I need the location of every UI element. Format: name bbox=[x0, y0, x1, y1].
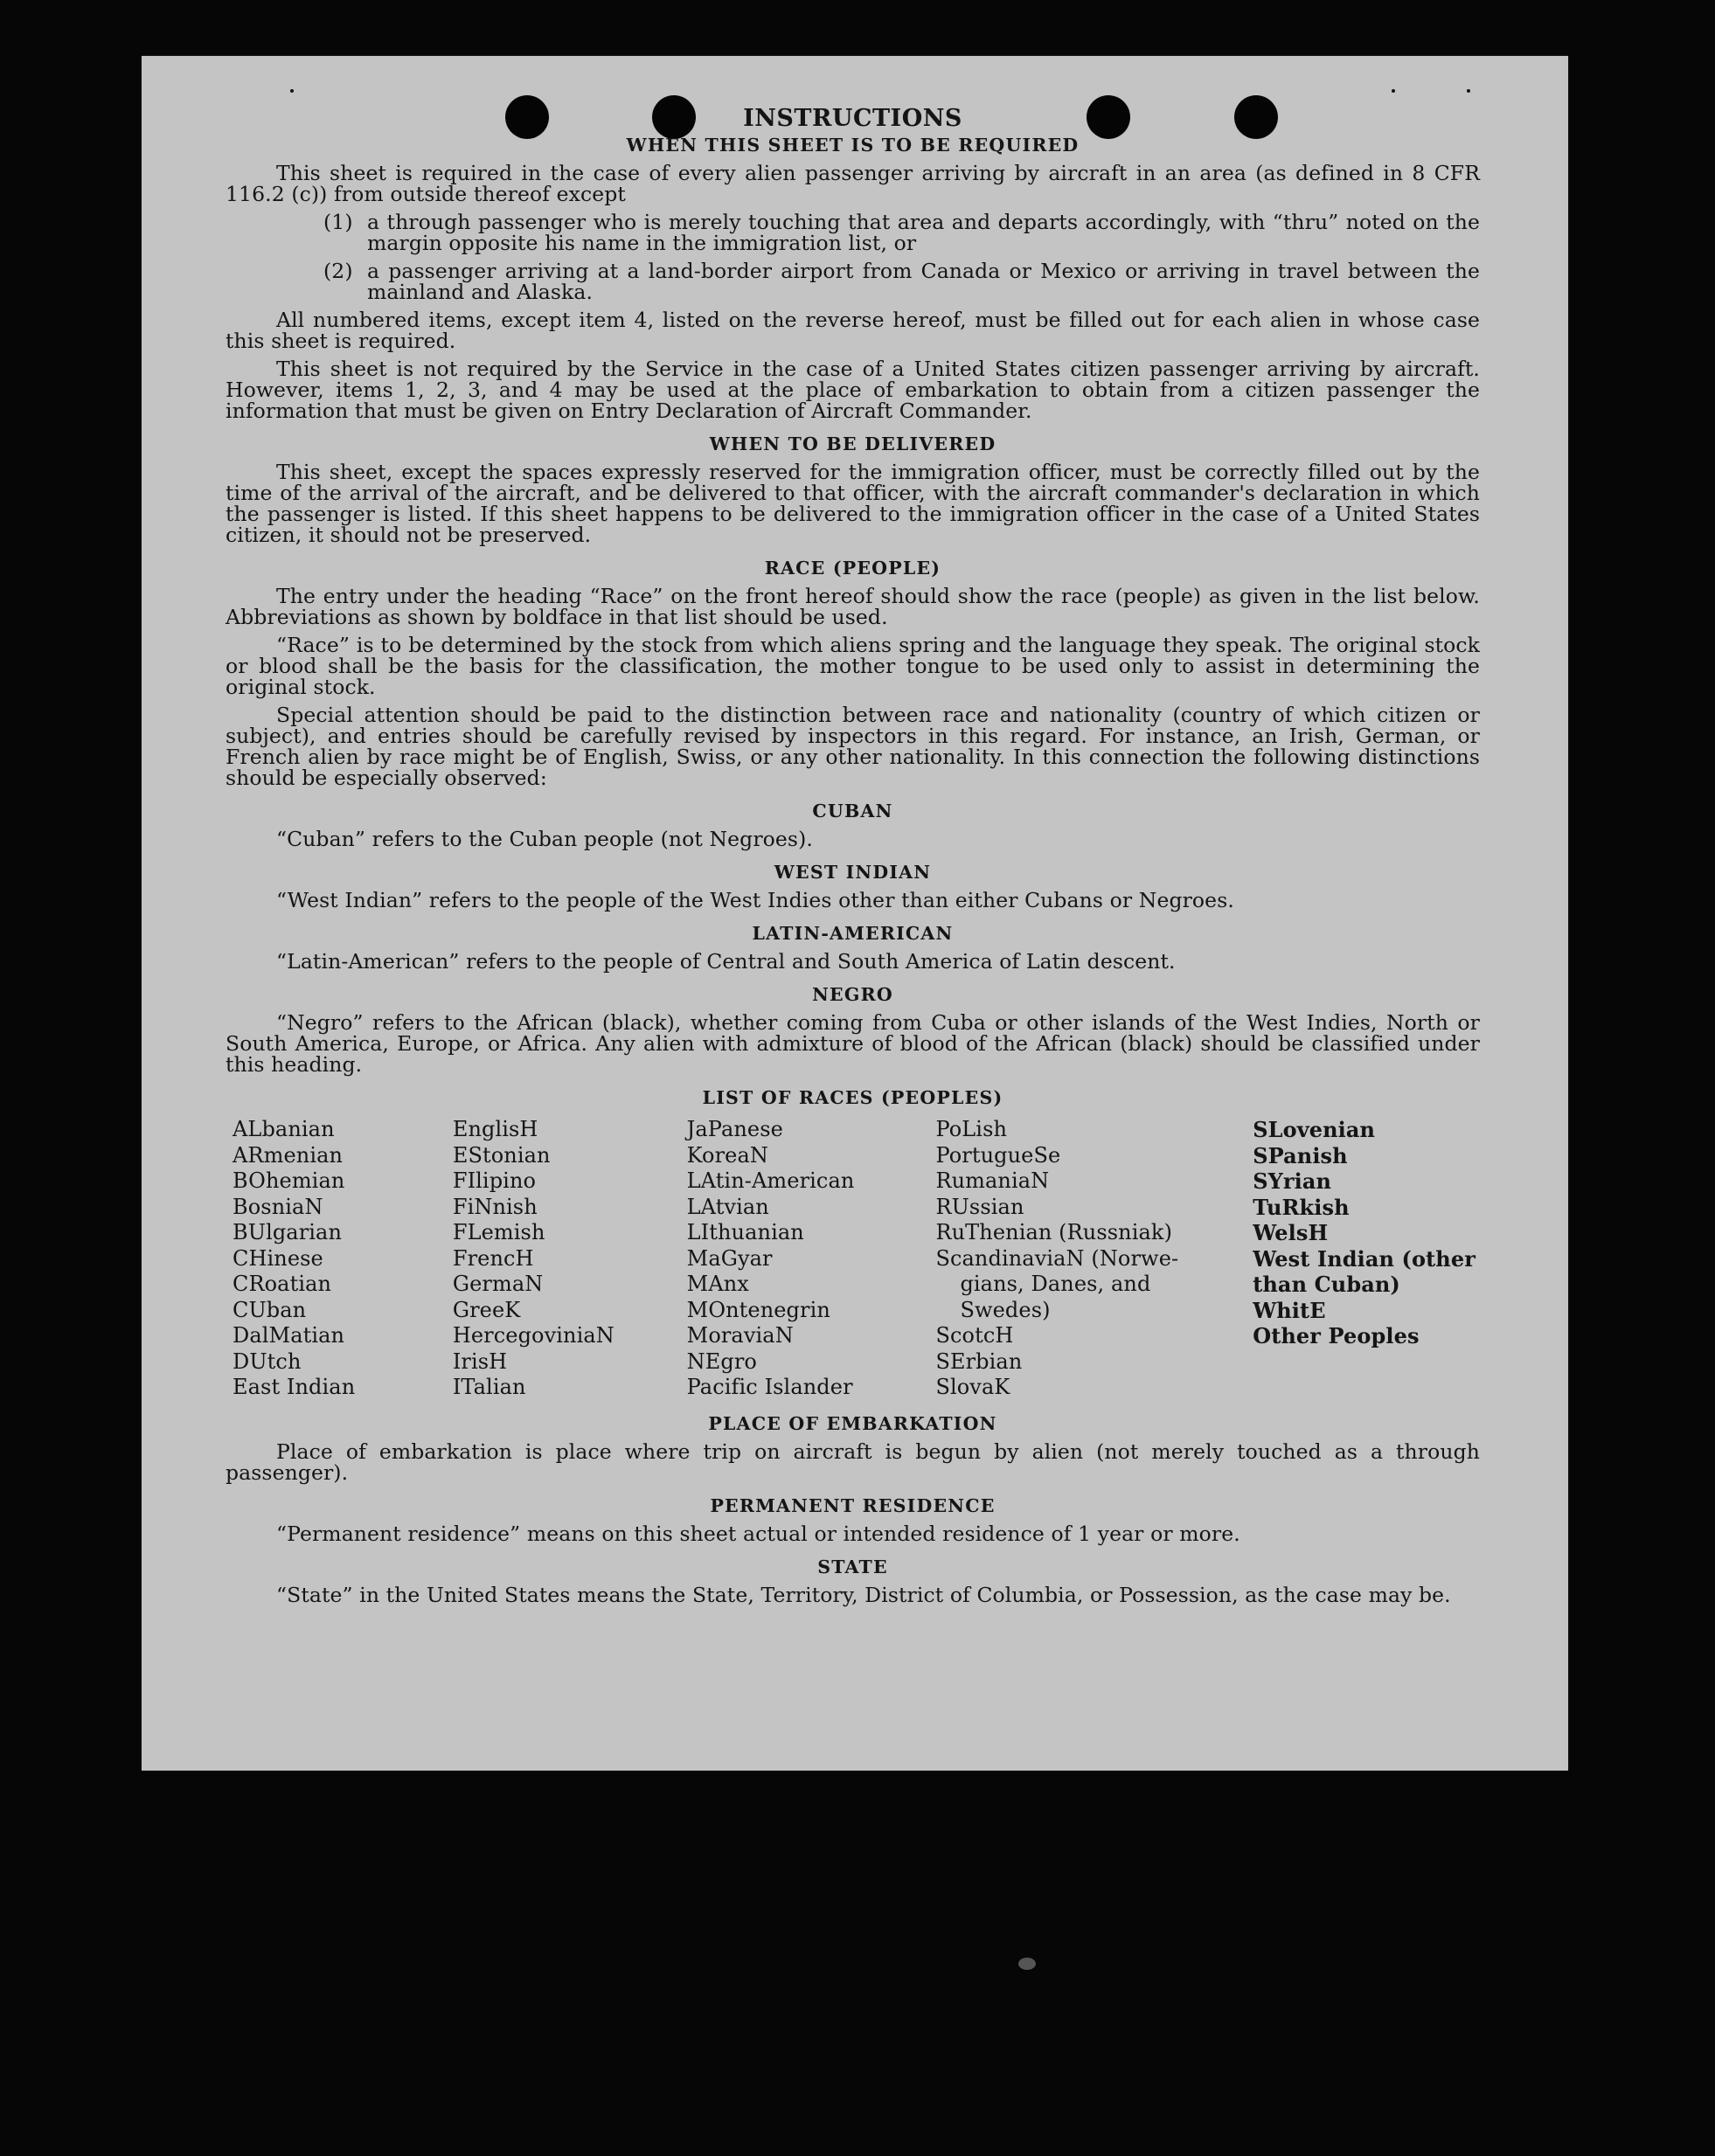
race-entry: BOhemian bbox=[233, 1168, 345, 1193]
section-heading-cuban: CUBAN bbox=[812, 801, 893, 821]
paragraph-citizen: This sheet is not required by the Service in the case of a United States citizen passenger arriving by aircraft. However, items 1, 2, 3, and 4 may be used at the place of embarkation to obtain from a citizen passenger the information that must be given on Entry Declaration of Aircraft Commander. bbox=[226, 357, 1480, 423]
race-entry: CHinese bbox=[233, 1245, 323, 1271]
race-entry: SLovenian bbox=[1253, 1117, 1376, 1142]
race-entry: Pacific Islander bbox=[686, 1375, 853, 1399]
race-entry: FrencH bbox=[452, 1245, 534, 1271]
race-entry: DUtch bbox=[233, 1348, 302, 1374]
paragraph-delivered: This sheet, except the spaces expressly reserved for the immigration officer, must be correctly filled out by the time of the arrival of the aircraft, and be delivered to that officer, with the aircraft commander's declaration in which the passenger is listed. If this sheet happens to be delivered to the immigration officer in the case of a United States citizen, it should not be preserved. bbox=[226, 460, 1480, 547]
race-entry: HercegoviniaN bbox=[452, 1323, 614, 1348]
race-entry: MoraviaN bbox=[686, 1323, 794, 1348]
race-entry: than Cuban) bbox=[1253, 1272, 1400, 1297]
paragraph-west-indian: “West Indian” refers to the people of the West Indies other than either Cubans or Negroes. bbox=[276, 888, 1234, 912]
paragraph-race-3: Special attention should be paid to the distinction between race and nationality (country of which citizen or subject), and entries should be carefully revised by inspectors in this regard. For instance, an Irish, German, or French alien by race might be of English, Swiss, or any other nationality. In this connection the following distinctions should be especially observed: bbox=[226, 703, 1480, 790]
race-entry: EStonian bbox=[452, 1142, 551, 1168]
race-entry: Other Peoples bbox=[1253, 1323, 1420, 1348]
race-entry: BosniaN bbox=[233, 1194, 323, 1219]
item-text: a through passenger who is merely touching that area and departs accordingly, with “thru” noted on the margin opposite his name in the immigration list, or bbox=[367, 210, 1480, 255]
race-entry: SPanish bbox=[1253, 1142, 1348, 1168]
exception-item-1 bbox=[226, 211, 1480, 253]
race-entry: TuRkish bbox=[1253, 1194, 1350, 1220]
section-heading-state: STATE bbox=[817, 1556, 888, 1577]
race-entry: PoLish bbox=[935, 1117, 1008, 1141]
race-entry: WhitE bbox=[1253, 1297, 1326, 1323]
paragraph-cuban: “Cuban” refers to the Cuban people (not Negroes). bbox=[276, 827, 813, 851]
races-column-3 bbox=[687, 1117, 936, 1401]
paragraph-residence: “Permanent residence” means on this sheet actual or intended residence of 1 year or more. bbox=[276, 1521, 1240, 1546]
race-entry: CRoatian bbox=[233, 1272, 332, 1296]
race-entry: SlovaK bbox=[935, 1375, 1010, 1399]
race-entry: RUssian bbox=[935, 1194, 1024, 1219]
race-entry: RuThenian (Russniak) bbox=[935, 1220, 1173, 1244]
race-entry: ScotcH bbox=[935, 1323, 1014, 1348]
page-title: INSTRUCTIONS bbox=[743, 105, 962, 132]
race-entry: East Indian bbox=[233, 1375, 356, 1399]
item-text: a passenger arriving at a land-border airport from Canada or Mexico or arriving in travel between the mainland and Alaska. bbox=[367, 259, 1480, 304]
race-entry: FiNnish bbox=[452, 1194, 538, 1219]
section-heading-residence: PERMANENT RESIDENCE bbox=[710, 1494, 996, 1516]
race-entry: MOntenegrin bbox=[686, 1297, 830, 1322]
section-heading-required: WHEN THIS SHEET IS TO BE REQUIRED bbox=[626, 135, 1080, 156]
race-entry: FIlipino bbox=[452, 1168, 537, 1193]
race-entry: FLemish bbox=[452, 1220, 545, 1244]
race-entry: ALbanian bbox=[233, 1117, 335, 1141]
race-entry: GermaN bbox=[452, 1272, 544, 1296]
section-heading-race: RACE (PEOPLE) bbox=[764, 558, 941, 579]
item-number: (1) bbox=[323, 210, 353, 234]
races-column-4 bbox=[935, 1117, 1253, 1401]
section-heading-negro: NEGRO bbox=[812, 984, 893, 1005]
section-heading-embarkation: PLACE OF EMBARKATION bbox=[708, 1412, 997, 1434]
race-entry: LAtvian bbox=[686, 1194, 769, 1219]
race-entry: RumaniaN bbox=[935, 1168, 1050, 1193]
race-entry: IrisH bbox=[452, 1348, 508, 1374]
scan-artifact bbox=[1018, 1958, 1036, 1970]
race-entry: LIthuanian bbox=[686, 1220, 804, 1244]
paragraph-latin-american: “Latin-American” refers to the people of Central and South America of Latin descent. bbox=[276, 949, 1176, 974]
section-heading-latin-american: LATIN-AMERICAN bbox=[752, 923, 954, 944]
race-entry: ScandinaviaN (Norwe- bbox=[935, 1245, 1179, 1271]
race-entry: MaGyar bbox=[686, 1245, 773, 1271]
race-entry: Swedes) bbox=[960, 1297, 1051, 1322]
item-number: (2) bbox=[323, 259, 353, 283]
race-entry: BUlgarian bbox=[233, 1220, 343, 1244]
dust-speck bbox=[1392, 89, 1395, 93]
race-entry: KoreaN bbox=[686, 1142, 768, 1168]
paragraph-state: “State” in the United States means the State, Territory, District of Columbia, or Possession, as the case may be. bbox=[276, 1582, 1451, 1607]
race-entry: ITalian bbox=[452, 1375, 526, 1399]
race-entry: JaPanese bbox=[686, 1117, 783, 1141]
races-column-1 bbox=[233, 1117, 453, 1401]
paragraph-required-intro: This sheet is required in the case of every alien passenger arriving by aircraft in an area (as defined in 8 CFR 116.2 (c)) from outside thereof except bbox=[226, 161, 1480, 206]
dust-speck bbox=[290, 89, 294, 93]
race-entry: gians, Danes, and bbox=[960, 1272, 1151, 1296]
dust-speck bbox=[1467, 89, 1470, 93]
paragraph-race-1: The entry under the heading “Race” on the front hereof should show the race (people) as given in the list below. Abbreviations as shown by boldface in that list should be used. bbox=[226, 584, 1480, 629]
races-list bbox=[233, 1117, 1480, 1401]
race-entry: West Indian (other bbox=[1253, 1245, 1475, 1272]
race-entry: GreeK bbox=[452, 1297, 521, 1322]
races-column-2 bbox=[453, 1117, 687, 1401]
race-entry: SErbian bbox=[935, 1348, 1023, 1374]
race-entry: MAnx bbox=[686, 1272, 749, 1296]
section-heading-races-list: LIST OF RACES (PEOPLES) bbox=[702, 1087, 1003, 1108]
race-entry: ARmenian bbox=[233, 1142, 344, 1168]
section-heading-delivered: WHEN TO BE DELIVERED bbox=[709, 433, 996, 454]
race-entry: PortugueSe bbox=[935, 1142, 1061, 1168]
race-entry: SYrian bbox=[1253, 1168, 1332, 1194]
paragraph-negro: “Negro” refers to the African (black), whether coming from Cuba or other islands of the West Indies, North or South America, Europe, or Africa. Any alien with admixture of blood of the African (black) should be classified under this heading. bbox=[226, 1010, 1480, 1077]
races-column-5 bbox=[1253, 1117, 1480, 1401]
exception-item-2 bbox=[226, 260, 1480, 302]
paragraph-numbered-items: All numbered items, except item 4, listed on the reverse hereof, must be filled out for each alien in whose case this sheet is required. bbox=[226, 308, 1480, 353]
paragraph-embarkation: Place of embarkation is place where trip on aircraft is begun by alien (not merely touched as a through passenger). bbox=[226, 1438, 1480, 1485]
race-entry: DalMatian bbox=[233, 1323, 345, 1348]
paragraph-race-2: “Race” is to be determined by the stock from which aliens spring and the language they speak. The original stock or blood shall be the basis for the classification, the mother tongue to be used only to assist in determining the original stock. bbox=[226, 633, 1480, 699]
race-entry: CUban bbox=[233, 1297, 307, 1322]
race-entry: EnglisH bbox=[452, 1117, 538, 1141]
race-entry: WelsH bbox=[1253, 1220, 1329, 1245]
race-entry: LAtin-American bbox=[686, 1168, 855, 1193]
race-entry: NEgro bbox=[686, 1348, 757, 1374]
instructions-content bbox=[226, 105, 1480, 1612]
document-sheet bbox=[142, 56, 1568, 1771]
section-heading-west-indian: WEST INDIAN bbox=[774, 862, 932, 883]
